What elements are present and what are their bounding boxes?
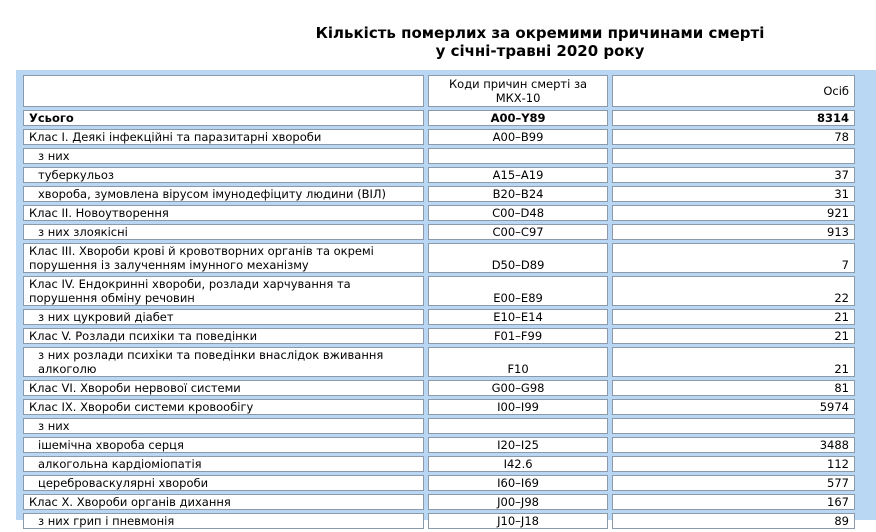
row-name: Клас X. Хвороби органів дихання [23, 494, 424, 510]
row-code: G00–G98 [428, 380, 608, 396]
row-code: A00–Y89 [428, 110, 608, 126]
row-name: з них розлади психіки та поведінки внаслідок вживання алкоголю [23, 347, 424, 377]
row-value: 21 [612, 328, 855, 344]
row-code [428, 418, 608, 434]
table-row [23, 418, 855, 434]
row-code: E10–E14 [428, 309, 608, 325]
row-value: 22 [612, 276, 855, 306]
row-name: з них злоякісні [23, 224, 424, 240]
row-code: E00–E89 [428, 276, 608, 306]
row-name: туберкульоз [23, 167, 424, 183]
row-name: Усього [23, 110, 424, 126]
table-row [23, 309, 855, 325]
table-row [23, 513, 855, 529]
table-row [23, 494, 855, 510]
row-value: 81 [612, 380, 855, 396]
row-code: C00–D48 [428, 205, 608, 221]
row-value: 89 [612, 513, 855, 529]
row-code: I60–I69 [428, 475, 608, 491]
row-name: цереброваскулярні хвороби [23, 475, 424, 491]
row-code: F01–F99 [428, 328, 608, 344]
row-code: A15–A19 [428, 167, 608, 183]
row-value: 21 [612, 347, 855, 377]
row-code: I42.6 [428, 456, 608, 472]
row-name: Клас IV. Ендокринні хвороби, розлади харчування та порушення обміну речовин [23, 276, 424, 306]
row-code: F10 [428, 347, 608, 377]
mortality-table [19, 72, 859, 532]
row-name: Клас II. Новоутворення [23, 205, 424, 221]
row-code: C00–C97 [428, 224, 608, 240]
title-line-1: Кількість померлих за окремими причинами смерті [315, 24, 765, 42]
row-value: 167 [612, 494, 855, 510]
table-row [23, 129, 855, 145]
row-value: 5974 [612, 399, 855, 415]
row-name: Клас III. Хвороби крові й кровотворних органів та окремі порушення із залученням імунного механізму [23, 243, 424, 273]
row-code: J10–J18 [428, 513, 608, 529]
row-value: 31 [612, 186, 855, 202]
header-value-cell: Осіб [612, 75, 855, 107]
table-row [23, 328, 855, 344]
row-name: алкогольна кардіоміопатія [23, 456, 424, 472]
table-header-row [23, 75, 855, 107]
row-name: з них грип і пневмонія [23, 513, 424, 529]
table-row [23, 167, 855, 183]
row-name: Клас V. Розлади психіки та поведінки [23, 328, 424, 344]
row-code: D50–D89 [428, 243, 608, 273]
table-row [23, 224, 855, 240]
row-value: 3488 [612, 437, 855, 453]
table-row [23, 456, 855, 472]
row-value: 577 [612, 475, 855, 491]
row-code [428, 148, 608, 164]
row-value: 7 [612, 243, 855, 273]
row-value: 78 [612, 129, 855, 145]
row-value: 21 [612, 309, 855, 325]
row-name: хвороба, зумовлена вірусом імунодефіциту людини (ВІЛ) [23, 186, 424, 202]
row-name: з них цукровий діабет [23, 309, 424, 325]
page-title [300, 24, 780, 60]
row-name: Клас IX. Хвороби системи кровообігу [23, 399, 424, 415]
row-value: 112 [612, 456, 855, 472]
row-value [612, 418, 855, 434]
title-line-2: у січні-травні 2020 року [435, 42, 645, 60]
table-row [23, 347, 855, 377]
table-row [23, 475, 855, 491]
table-row [23, 148, 855, 164]
table-row [23, 437, 855, 453]
header-code-cell: Коди причин смерті за МКХ-10 [428, 75, 608, 107]
header-name-cell [23, 75, 424, 107]
row-value: 8314 [612, 110, 855, 126]
table-row [23, 276, 855, 306]
row-code: B20–B24 [428, 186, 608, 202]
row-name: Клас I. Деякі інфекційні та паразитарні хвороби [23, 129, 424, 145]
row-value: 913 [612, 224, 855, 240]
table-row [23, 205, 855, 221]
table-row-total [23, 110, 855, 126]
row-name: з них [23, 148, 424, 164]
row-name: з них [23, 418, 424, 434]
row-code: A00–B99 [428, 129, 608, 145]
table-row [23, 186, 855, 202]
row-code: I20–I25 [428, 437, 608, 453]
row-value: 921 [612, 205, 855, 221]
table-row [23, 399, 855, 415]
table-row [23, 243, 855, 273]
table-row [23, 380, 855, 396]
row-name: ішемічна хвороба серця [23, 437, 424, 453]
row-code: J00–J98 [428, 494, 608, 510]
row-code: I00–I99 [428, 399, 608, 415]
row-name: Клас VI. Хвороби нервової системи [23, 380, 424, 396]
row-value: 37 [612, 167, 855, 183]
row-value [612, 148, 855, 164]
